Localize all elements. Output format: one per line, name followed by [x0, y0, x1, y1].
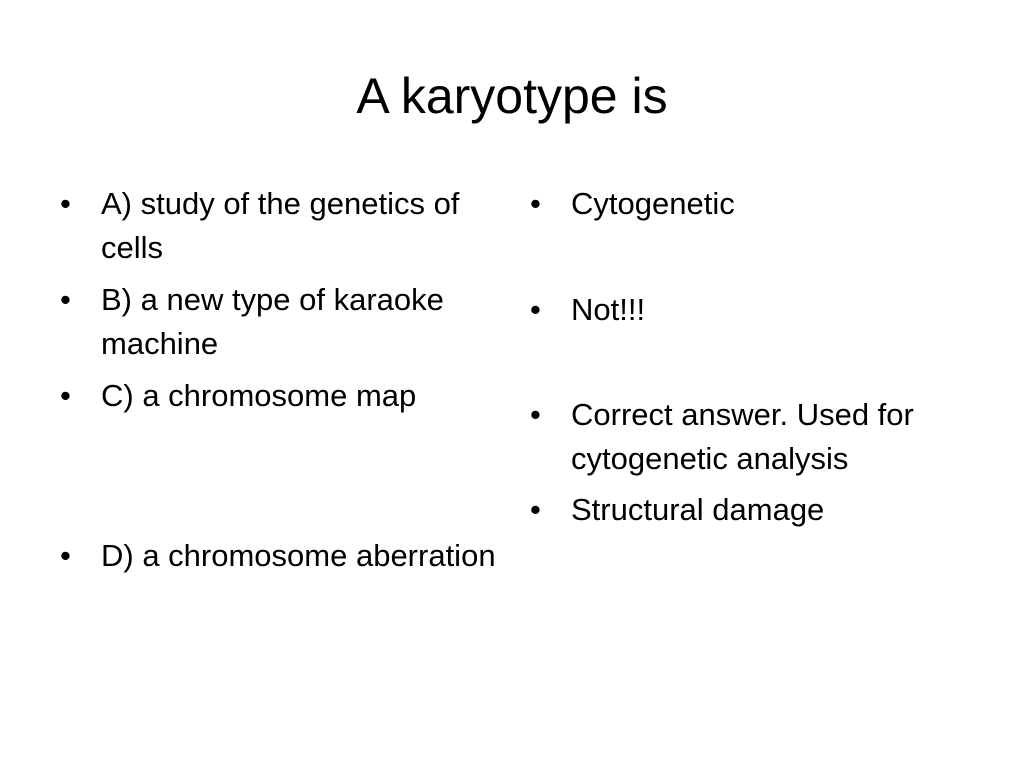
feedback-text: Structural damage: [571, 492, 825, 527]
feedback-b: [530, 288, 970, 332]
bullet-icon: •: [60, 538, 71, 573]
feedback-text: Correct answer. Used for cytogenetic analysis: [571, 397, 914, 476]
feedback-d: [530, 488, 970, 532]
option-text: B) a new type of karaoke machine: [101, 282, 444, 361]
bullet-icon: •: [60, 378, 71, 413]
option-c: [60, 374, 500, 418]
feedback-a: [530, 182, 970, 226]
feedback-c: [530, 393, 970, 481]
bullet-icon: •: [530, 292, 541, 327]
bullet-icon: •: [60, 186, 71, 221]
bullet-icon: •: [60, 282, 71, 317]
option-text: D) a chromosome aberration: [101, 538, 496, 573]
bullet-icon: •: [530, 492, 541, 527]
feedback-text: Not!!!: [571, 292, 646, 327]
option-b: [60, 278, 500, 366]
bullet-icon: •: [530, 397, 541, 432]
feedback-text: Cytogenetic: [571, 186, 735, 221]
option-text: C) a chromosome map: [101, 378, 417, 413]
option-a: [60, 182, 500, 270]
option-d: [60, 534, 500, 578]
slide-title: A karyotype is: [356, 68, 668, 124]
bullet-icon: •: [530, 186, 541, 221]
option-text: A) study of the genetics of cells: [101, 186, 460, 265]
